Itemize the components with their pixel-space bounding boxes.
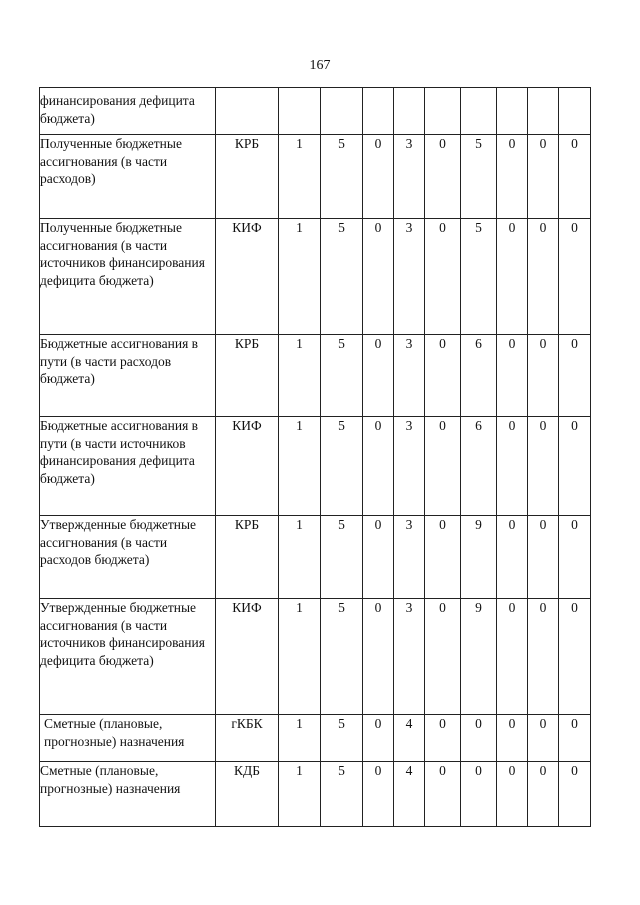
digit-cell: 0 — [497, 599, 528, 715]
digit-cell: 0 — [497, 762, 528, 827]
digit-cell: 0 — [528, 715, 559, 762]
digit-cell: 0 — [559, 417, 591, 516]
digit-cell: 0 — [559, 335, 591, 417]
digit-cell: 1 — [279, 516, 321, 599]
digit-cell: 1 — [279, 335, 321, 417]
digit-cell: 1 — [279, 715, 321, 762]
digit-cell: 0 — [363, 599, 394, 715]
digit-cell: 5 — [321, 417, 363, 516]
table-row — [40, 135, 591, 219]
digit-cell: 0 — [559, 135, 591, 219]
digit-cell: 5 — [461, 135, 497, 219]
digit-cell: 0 — [528, 599, 559, 715]
digit-cell: 1 — [279, 135, 321, 219]
digit-cell: 9 — [461, 599, 497, 715]
row-label: Утвержденные бюджетные ассигнования (в части расходов бюджета) — [40, 516, 216, 599]
digit-cell: 0 — [425, 335, 461, 417]
digit-cell: 0 — [497, 417, 528, 516]
digit-cell: 0 — [528, 135, 559, 219]
digit-cell: 0 — [528, 516, 559, 599]
row-code: КДБ — [216, 762, 279, 827]
digit-cell: 0 — [425, 135, 461, 219]
row-label: Полученные бюджетные ассигнования (в части источников финансирования дефицита бюджета) — [40, 219, 216, 335]
digit-cell: 5 — [321, 135, 363, 219]
digit-cell: 0 — [425, 417, 461, 516]
digit-cell: 0 — [461, 762, 497, 827]
row-label: Сметные (плановые, прогнозные) назначения — [40, 762, 216, 827]
digit-cell: 5 — [321, 219, 363, 335]
digit-cell: 5 — [321, 516, 363, 599]
digit-cell: 0 — [363, 335, 394, 417]
digit-cell: 5 — [321, 715, 363, 762]
digit-cell: 0 — [497, 335, 528, 417]
table-row — [40, 715, 591, 762]
digit-cell: 1 — [279, 599, 321, 715]
digit-cell: 4 — [394, 762, 425, 827]
digit-cell: 0 — [363, 762, 394, 827]
row-label: Утвержденные бюджетные ассигнования (в части источников финансирования дефицита бюджета) — [40, 599, 216, 715]
table-row — [40, 417, 591, 516]
digit-cell: 4 — [394, 715, 425, 762]
digit-cell: 1 — [279, 762, 321, 827]
digit-cell: 0 — [425, 516, 461, 599]
digit-cell: 3 — [394, 219, 425, 335]
table-row — [40, 599, 591, 715]
digit-cell: 0 — [425, 762, 461, 827]
row-code: КРБ — [216, 135, 279, 219]
page-number: 167 — [309, 58, 331, 73]
digit-cell: 5 — [321, 762, 363, 827]
digit-cell: 0 — [528, 335, 559, 417]
digit-cell: 0 — [528, 417, 559, 516]
table-row — [40, 219, 591, 335]
digit-cell: 0 — [497, 516, 528, 599]
digit-cell: 9 — [461, 516, 497, 599]
digit-cell: 0 — [497, 219, 528, 335]
table-row — [40, 88, 591, 135]
digit-cell: 0 — [559, 219, 591, 335]
digit-cell: 0 — [425, 715, 461, 762]
digit-cell: 6 — [461, 335, 497, 417]
row-code: КИФ — [216, 417, 279, 516]
table-row — [40, 335, 591, 417]
digit-cell: 0 — [425, 219, 461, 335]
row-label: Полученные бюджетные ассигнования (в части расходов) — [40, 135, 216, 219]
digit-cell: 0 — [528, 762, 559, 827]
digit-cell — [394, 88, 425, 135]
digit-cell: 0 — [559, 762, 591, 827]
digit-cell: 5 — [321, 599, 363, 715]
table-row — [40, 762, 591, 827]
digit-cell: 3 — [394, 417, 425, 516]
digit-cell: 1 — [279, 219, 321, 335]
row-label: Бюджетные ассигнования в пути (в части расходов бюджета) — [40, 335, 216, 417]
row-code: КРБ — [216, 335, 279, 417]
digit-cell: 3 — [394, 516, 425, 599]
digit-cell: 0 — [461, 715, 497, 762]
digit-cell — [559, 88, 591, 135]
digit-cell: 1 — [279, 417, 321, 516]
digit-cell: 0 — [559, 516, 591, 599]
digit-cell: 3 — [394, 599, 425, 715]
row-label: Бюджетные ассигнования в пути (в части источников финансирования дефицита бюджета) — [40, 417, 216, 516]
row-label: финансирования дефицита бюджета) — [40, 88, 216, 135]
digit-cell: 0 — [528, 219, 559, 335]
digit-cell: 5 — [321, 335, 363, 417]
row-code: КИФ — [216, 599, 279, 715]
digit-cell: 0 — [559, 599, 591, 715]
row-label: Сметные (плановые, прогнозные) назначения — [40, 715, 216, 762]
digit-cell: 0 — [363, 417, 394, 516]
row-code: КИФ — [216, 219, 279, 335]
digit-cell — [363, 88, 394, 135]
digit-cell — [425, 88, 461, 135]
digit-cell: 0 — [497, 135, 528, 219]
digit-cell: 6 — [461, 417, 497, 516]
digit-cell — [279, 88, 321, 135]
digit-cell: 0 — [363, 219, 394, 335]
row-code — [216, 88, 279, 135]
digit-cell: 5 — [461, 219, 497, 335]
digit-cell — [461, 88, 497, 135]
digit-cell: 0 — [559, 715, 591, 762]
digit-cell — [321, 88, 363, 135]
table-row — [40, 516, 591, 599]
accounts-table — [39, 87, 591, 827]
row-code: гКБК — [216, 715, 279, 762]
row-code: КРБ — [216, 516, 279, 599]
digit-cell: 3 — [394, 335, 425, 417]
digit-cell — [528, 88, 559, 135]
digit-cell: 0 — [363, 135, 394, 219]
digit-cell: 0 — [363, 516, 394, 599]
digit-cell: 0 — [425, 599, 461, 715]
digit-cell: 0 — [363, 715, 394, 762]
digit-cell: 3 — [394, 135, 425, 219]
digit-cell: 0 — [497, 715, 528, 762]
digit-cell — [497, 88, 528, 135]
